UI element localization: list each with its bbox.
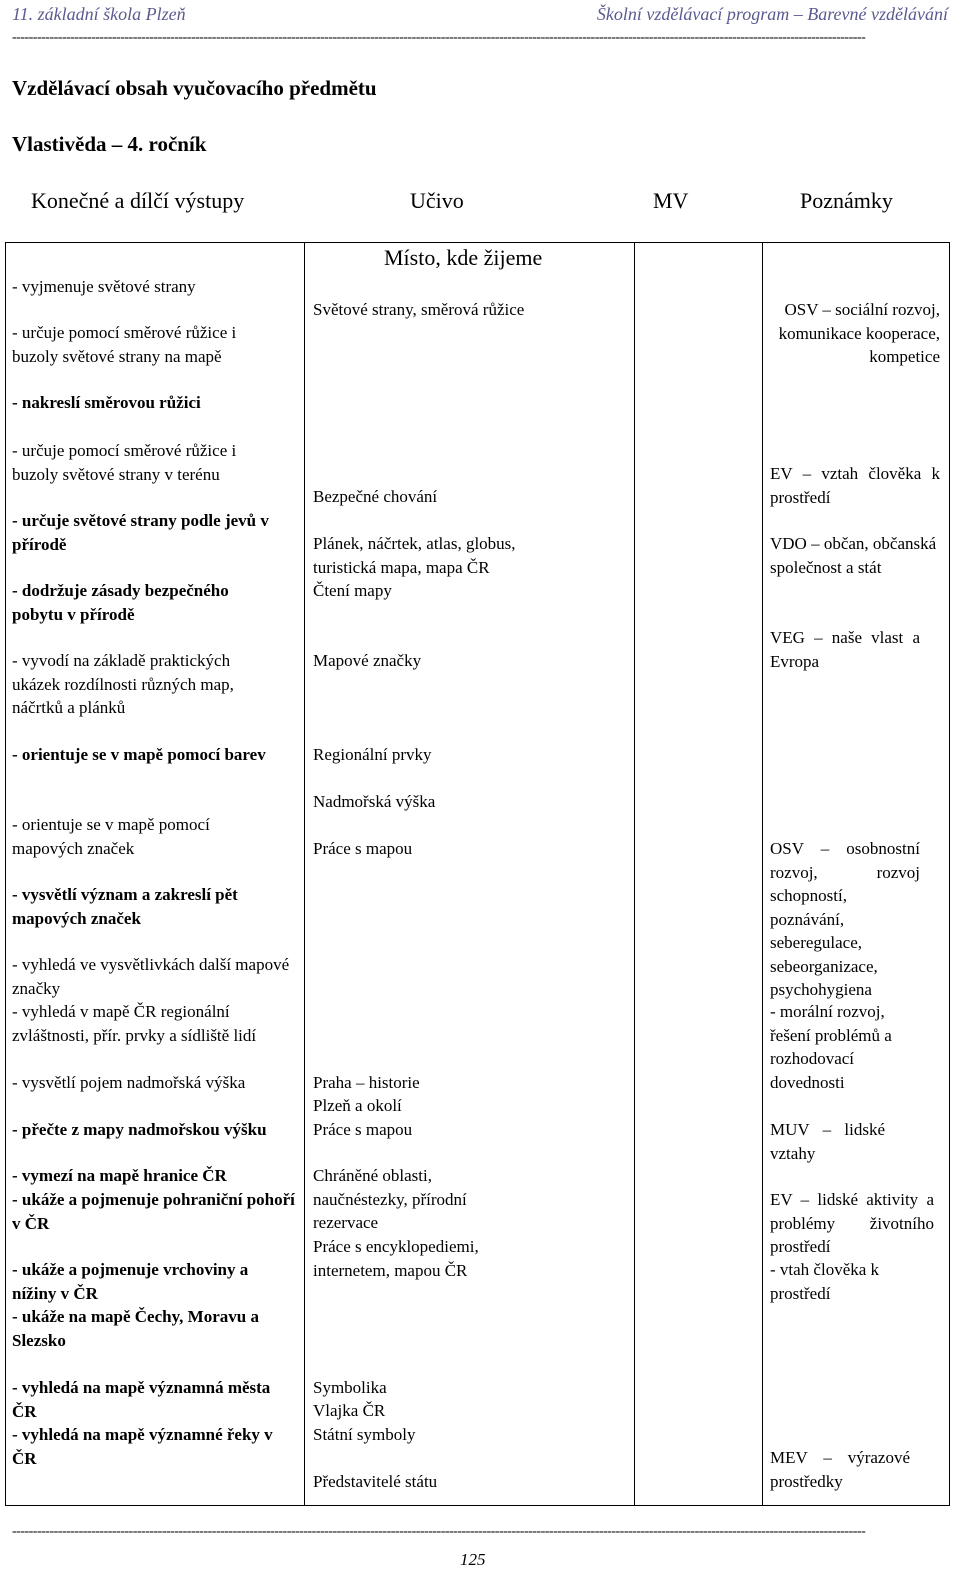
note-item: EV – vztah člověka k prostředí [770, 464, 940, 507]
output-item: - vyhledá v mapě ČR regionální zvláštnosti, přír. prvky a sídliště lidí [12, 1002, 257, 1045]
content-item: Mapové značky [313, 651, 422, 670]
note-item: EV – lidské aktivity a problémy životního prostředí [770, 1190, 934, 1256]
column-divider [634, 243, 635, 1505]
section-title-text: Místo, kde žijeme [384, 245, 543, 270]
note-item: VEG – naše vlast a Evropa [770, 628, 920, 671]
content-item: Světové strany, směrová růžice [313, 300, 525, 319]
content-item: Plánek, náčrtek, atlas, globus, turistická mapa, mapa ČR [313, 534, 516, 577]
note-item: OSV – sociální rozvoj, komunikace kooperace, kompetice [778, 300, 940, 366]
output-item: - určuje světové strany podle jevů v přírodě [12, 511, 269, 554]
output-item: - vyjmenuje světové strany [12, 277, 196, 296]
content-item: Bezpečné chování [313, 487, 438, 506]
output-item: - vyhledá na mapě významná města ČR [12, 1378, 271, 1421]
column-header-notes: Poznámky [800, 188, 893, 213]
output-item: - ukáže a pojmenuje pohraniční pohoří v ČR [12, 1190, 295, 1233]
content-item: Práce s encyklopediemi, internetem, mapou ČR [313, 1237, 479, 1280]
page-number: 125 [460, 1550, 486, 1569]
content-item: Chráněné oblasti, naučnéstezky, přírodní rezervace [313, 1166, 467, 1232]
output-item: - vyhledá na mapě významné řeky v ČR [12, 1425, 273, 1468]
output-item: - nakreslí směrovou růžici [12, 393, 201, 412]
header-school: 11. základní škola Plzeň [12, 4, 186, 24]
output-item: - přečte z mapy nadmořskou výšku [12, 1120, 267, 1139]
content-item: Práce s mapou [313, 1120, 413, 1139]
subject-title: Vlastivěda – 4. ročník [12, 132, 207, 156]
note-item: VDO – občan, občanská společnost a stát [770, 534, 937, 577]
header-divider: ------------------------------------------------------------------------------------------------------------------------------------------------------------------------------------------------------------- [12, 33, 866, 43]
output-item: - určuje pomocí směrové růžice i buzoly světové strany v terénu [12, 441, 237, 484]
column-header-outputs: Konečné a dílčí výstupy [31, 188, 245, 213]
output-item: - orientuje se v mapě pomocí barev [12, 745, 266, 764]
page-header [12, 4, 948, 26]
note-item: - vtah člověka k prostředí [770, 1260, 880, 1303]
content-item: Vlajka ČR [313, 1401, 386, 1420]
note-item: - morální rozvoj, řešení problémů a rozhodovací dovednosti [770, 1002, 892, 1092]
content-item: Praha – historie [313, 1073, 420, 1092]
content-item: Představitelé státu [313, 1472, 438, 1491]
column-divider [304, 243, 305, 1505]
output-item: - vyvodí na základě praktických ukázek rozdílnosti různých map, náčrtků a plánků [12, 651, 234, 717]
curriculum-table [5, 242, 950, 1506]
column-header-mv: MV [653, 188, 689, 213]
content-item: Regionální prvky [313, 745, 432, 764]
output-item: - ukáže a pojmenuje vrchoviny a nížiny v ČR [12, 1260, 249, 1303]
note-item: OSV – osobnostní rozvoj, rozvoj schopností, poznávání, seberegulace, sebeorganizace, psychohygiena [770, 839, 920, 999]
output-item: - vysvětlí pojem nadmořská výška [12, 1073, 246, 1092]
content-item: Práce s mapou [313, 839, 413, 858]
content-item: Nadmořská výška [313, 792, 436, 811]
output-item: - vymezí na mapě hranice ČR [12, 1166, 227, 1185]
header-program: Školní vzdělávací program – Barevné vzdělávání [596, 4, 948, 24]
output-item: - určuje pomocí směrové růžice i buzoly světové strany na mapě [12, 323, 237, 366]
output-item: - vysvětlí význam a zakreslí pět mapových značek [12, 885, 238, 928]
output-item: - vyhledá ve vysvětlivkách další mapové značky [12, 955, 290, 998]
content-item: Plzeň a okolí [313, 1096, 402, 1115]
note-item: MEV – výrazové prostředky [770, 1448, 910, 1491]
footer-divider: ------------------------------------------------------------------------------------------------------------------------------------------------------------------------------------------------------------- [12, 1527, 866, 1537]
document-title: Vzdělávací obsah vyučovacího předmětu [12, 76, 377, 100]
column-header-content: Učivo [410, 188, 464, 213]
content-item: Symbolika [313, 1378, 387, 1397]
output-item: - orientuje se v mapě pomocí mapových značek [12, 815, 210, 858]
content-item: Čtení mapy [313, 581, 392, 600]
note-item: MUV – lidské vztahy [770, 1120, 885, 1163]
output-item: - ukáže na mapě Čechy, Moravu a Slezsko [12, 1307, 259, 1350]
content-item: Státní symboly [313, 1425, 416, 1444]
output-item: - dodržuje zásady bezpečného pobytu v přírodě [12, 581, 229, 624]
column-divider [762, 243, 763, 1505]
